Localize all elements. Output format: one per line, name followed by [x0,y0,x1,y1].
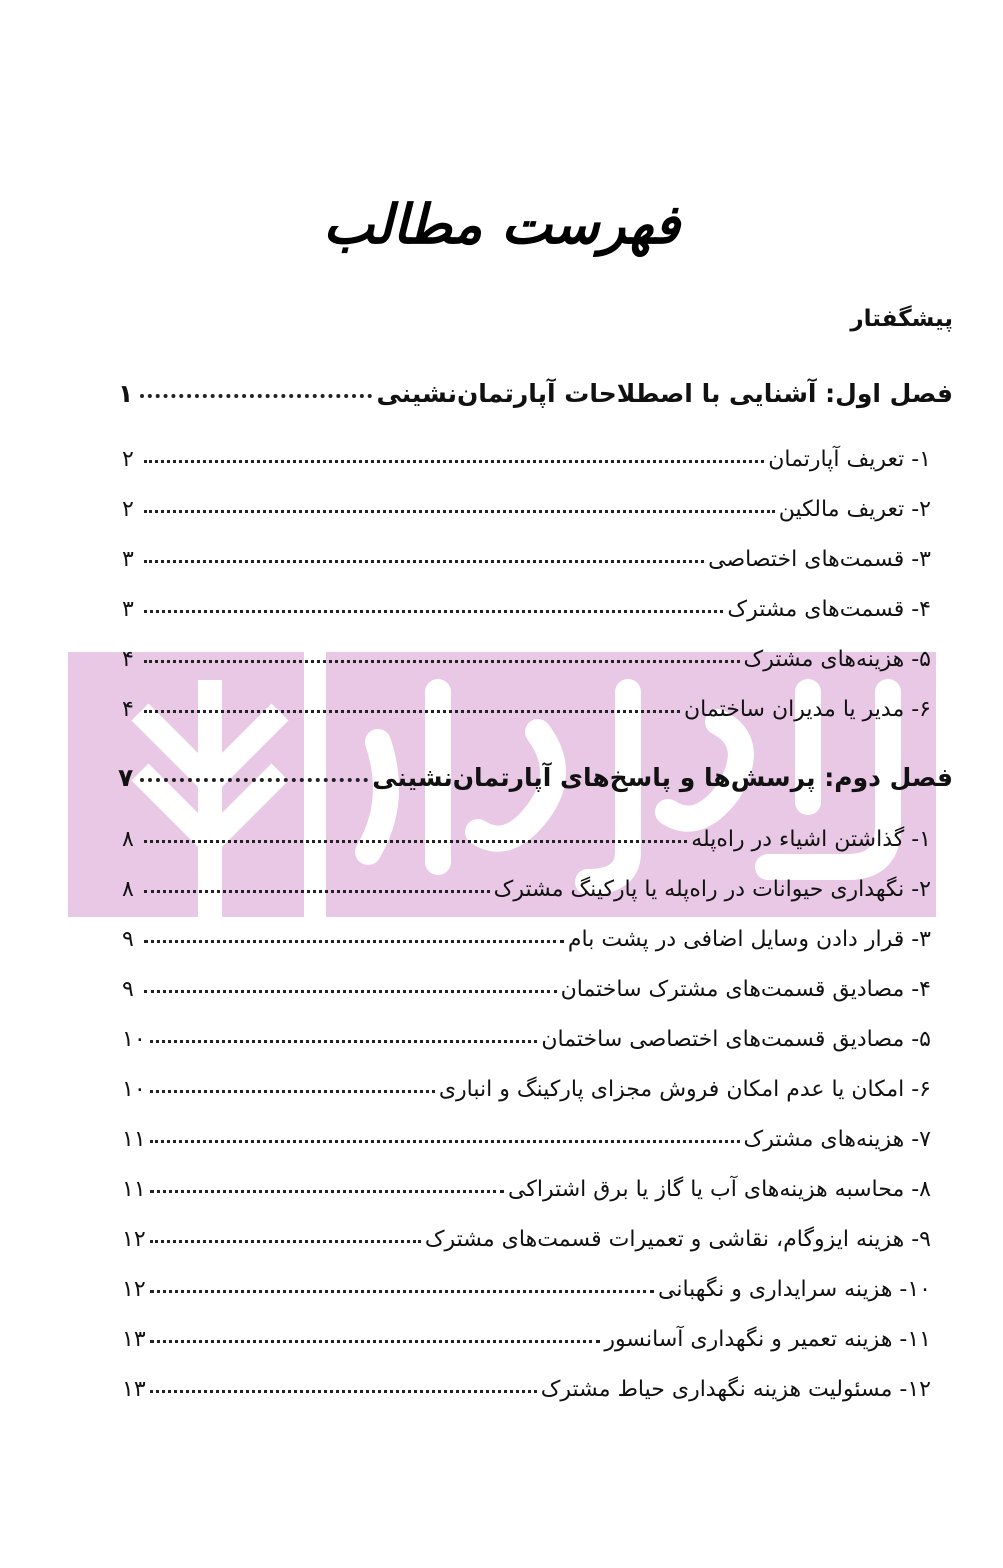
entry-title: ۱- گذاشتن اشیاء در راه‌پله [691,827,931,852]
page-number: ۴ [122,697,134,722]
page-number: ۹ [122,927,134,952]
page-number: ۳ [122,547,134,572]
dot-leader [140,394,372,398]
page-number: ۲ [122,497,134,522]
entry-title: ۹- هزینه ایزوگام، نقاشی و تعمیرات قسمت‌های مشترک [424,1227,931,1252]
toc-entry [122,532,931,572]
dot-leader [144,660,740,663]
dot-leader [144,840,687,843]
entry-title: ۴- قسمت‌های مشترک [727,597,931,622]
dot-leader [144,890,490,893]
entry-title: ۱۲- مسئولیت هزینه نگهداری حیاط مشترک [540,1377,931,1402]
page-number: ۱۳ [122,1377,146,1402]
toc-entry [122,582,931,622]
dot-leader [150,1390,537,1393]
entry-title: ۶- مدیر یا مدیران ساختمان [684,697,931,722]
toc-entry [122,1362,931,1402]
entry-title: ۱۰- هزینه سرایداری و نگهبانی [658,1277,931,1302]
entry-title: ۵- هزینه‌های مشترک [743,647,931,672]
entry-title: ۲- نگهداری حیوانات در راه‌پله یا پارکینگ مشترک [493,877,931,902]
toc-entry [122,1212,931,1252]
page-number: ۱ [118,379,134,408]
dot-leader [150,1190,504,1193]
dot-leader [150,1340,601,1343]
entry-title: ۵- مصادیق قسمت‌های اختصاصی ساختمان [541,1027,931,1052]
dot-leader [144,610,723,613]
toc-entry [122,1312,931,1352]
toc-entry [122,682,931,722]
entry-title: ۲- تعریف مالکین [778,497,931,522]
page-number: ۱۲ [122,1277,146,1302]
chapter-title: فصل دوم: پرسش‌ها و پاسخ‌های آپارتمان‌نشینی [372,763,953,792]
page-number: ۷ [118,763,134,792]
dot-leader [150,1090,435,1093]
entry-title: ۶- امکان یا عدم امکان فروش مجزای پارکینگ و انباری [438,1077,931,1102]
page-number: ۱۰ [122,1027,146,1052]
dot-leader [150,1290,654,1293]
toc-entry [122,1012,931,1052]
dot-leader [140,778,368,782]
page-number: ۱۱ [122,1127,146,1152]
dot-leader [144,510,775,513]
page-number: ۴ [122,647,134,672]
page-number: ۸ [122,877,134,902]
page-number: ۲ [122,447,134,472]
page-number: ۳ [122,597,134,622]
preface-heading: پیشگفتار [850,306,953,332]
toc-entry [122,812,931,852]
toc-entry [122,1262,931,1302]
chapter-1-entry [118,362,953,408]
entry-title: ۴- مصادیق قسمت‌های مشترک ساختمان [560,977,931,1002]
toc-entry [122,1062,931,1102]
page-number: ۱۱ [122,1177,146,1202]
page-title: فهرست مطالب [323,192,680,256]
toc-entry [122,632,931,672]
toc-entry [122,912,931,952]
page-number: ۱۰ [122,1077,146,1102]
dot-leader [150,1240,421,1243]
dot-leader [150,1040,538,1043]
dot-leader [150,1140,740,1143]
toc-entry [122,482,931,522]
dot-leader [144,560,704,563]
chapter-title: فصل اول: آشنایی با اصطلاحات آپارتمان‌نشینی [376,379,953,408]
dot-leader [144,460,764,463]
toc-entry [122,962,931,1002]
page-number: ۹ [122,977,134,1002]
chapter-2-entry [118,746,953,792]
entry-title: ۱- تعریف آپارتمان [768,447,931,472]
entry-title: ۳- قسمت‌های اختصاصی [708,547,931,572]
entry-title: ۱۱- هزینه تعمیر و نگهداری آسانسور [604,1327,931,1352]
page-number: ۱۲ [122,1227,146,1252]
entry-title: ۳- قرار دادن وسایل اضافی در پشت بام [567,927,931,952]
toc-entry [122,432,931,472]
toc-entry [122,862,931,902]
entry-title: ۸- محاسبه هزینه‌های آب یا گاز یا برق اشتراکی [508,1177,931,1202]
dot-leader [144,990,557,993]
dot-leader [144,940,564,943]
toc-entry [122,1162,931,1202]
page-number: ۸ [122,827,134,852]
dot-leader [144,710,680,713]
page-number: ۱۳ [122,1327,146,1352]
entry-title: ۷- هزینه‌های مشترک [743,1127,931,1152]
toc-entry [122,1112,931,1152]
